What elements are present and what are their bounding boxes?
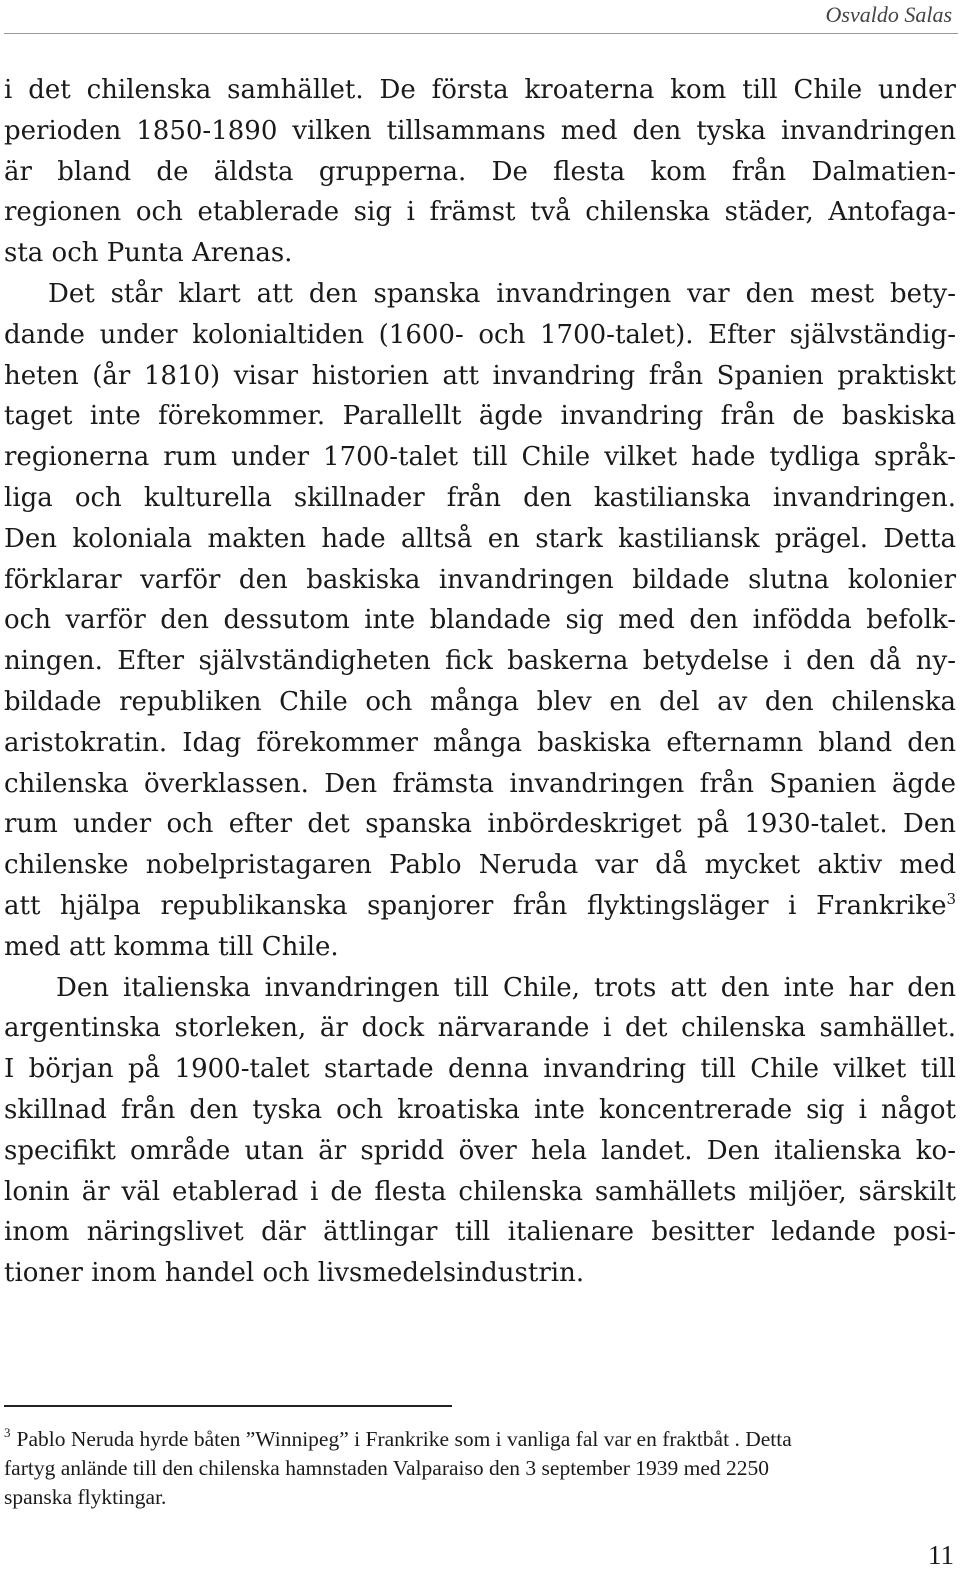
paragraph-start-line: Det står klart att den spanska invandringen var den mest bety- [48, 278, 956, 309]
text-line: lonin är väl etablerad i de flesta chilenska samhällets miljöer, särskilt [4, 1176, 956, 1207]
running-header-author: Osvaldo Salas [825, 2, 952, 27]
text-line: Den koloniala makten hade alltså en stark kastiliansk prägel. Detta [4, 523, 956, 554]
header-divider [4, 33, 958, 34]
text-line: förklarar varför den baskiska invandringen bildade slutna kolonier [4, 564, 956, 595]
paragraph-start-line: Den italienska invandringen till Chile, trots att den inte har den [56, 972, 956, 1003]
text-line: skillnad från den tyska och kroatiska inte koncentrerade sig i något [4, 1094, 956, 1125]
text-line: tioner inom handel och livsmedelsindustrin. [4, 1258, 585, 1289]
footnote-line [4, 1425, 944, 1454]
page-number: 11 [928, 1540, 954, 1570]
body-text [4, 70, 956, 1294]
text-line: bildade republiken Chile och många blev en del av den chilenska [4, 686, 956, 717]
text-line: argentinska storleken, är dock närvarande i det chilenska samhället. [4, 1013, 956, 1044]
text-line: chilenska överklassen. Den främsta invandringen från Spanien ägde [4, 768, 956, 799]
footnote-divider [4, 1405, 452, 1407]
footnote-reference[interactable]: 3 [946, 889, 956, 908]
text-line: I början på 1900-talet startade denna invandring till Chile vilket till [4, 1054, 956, 1085]
text-line: inom näringslivet där ättlingar till italienare besitter ledande posi- [4, 1217, 956, 1248]
text-line: chilenske nobelpristagaren Pablo Neruda var då mycket aktiv med [4, 850, 956, 881]
text-line-with-footnote-ref [4, 886, 956, 927]
footnote-line: fartyg anlände till den chilenska hamnstaden Valparaiso den 3 september 1939 med 2250 [4, 1456, 770, 1480]
text-line: regionen och etablerade sig i främst två chilenska städer, Antofaga- [4, 197, 956, 228]
text-line: aristokratin. Idag förekommer många baskiska efternamn bland den [4, 727, 956, 758]
footnote-line: spanska flyktingar. [4, 1485, 167, 1509]
footnote-number: 3 [4, 1425, 11, 1440]
text-line: rum under och efter det spanska inbördeskriget på 1930-talet. Den [4, 809, 956, 840]
footnote [4, 1425, 944, 1512]
text-line: och varför den dessutom inte blandade sig med den infödda befolk- [4, 605, 956, 636]
text-line: är bland de äldsta grupperna. De flesta kom från Dalmatien- [4, 156, 956, 187]
text-line: dande under kolonialtiden (1600- och 1700-talet). Efter självständig- [4, 319, 956, 350]
text-line: sta och Punta Arenas. [4, 238, 293, 269]
text-line: liga och kulturella skillnader från den kastilianska invandringen. [4, 482, 956, 513]
text-line: regionerna rum under 1700-talet till Chile vilket hade tydliga språk- [4, 442, 956, 473]
footnote-text: Pablo Neruda hyrde båten ”Winnipeg” i Frankrike som i vanliga fal var en fraktbåt . Detta [16, 1427, 792, 1451]
text-line: specifikt område utan är spridd över hela landet. Den italienska ko- [4, 1135, 956, 1166]
text-line: med att komma till Chile. [4, 931, 339, 962]
text-line: heten (år 1810) visar historien att invandring från Spanien praktiskt [4, 360, 956, 391]
text-line-content: att hjälpa republikanska spanjorer från flyktingsläger i Frankrike [4, 890, 947, 921]
text-line: perioden 1850-1890 vilken tillsammans med den tyska invandringen [4, 115, 956, 146]
text-line: taget inte förekommer. Parallellt ägde invandring från de baskiska [4, 401, 956, 432]
text-line: ningen. Efter självständigheten fick baskerna betydelse i den då ny- [4, 646, 956, 677]
text-line: i det chilenska samhället. De första kroaterna kom till Chile under [4, 75, 956, 105]
